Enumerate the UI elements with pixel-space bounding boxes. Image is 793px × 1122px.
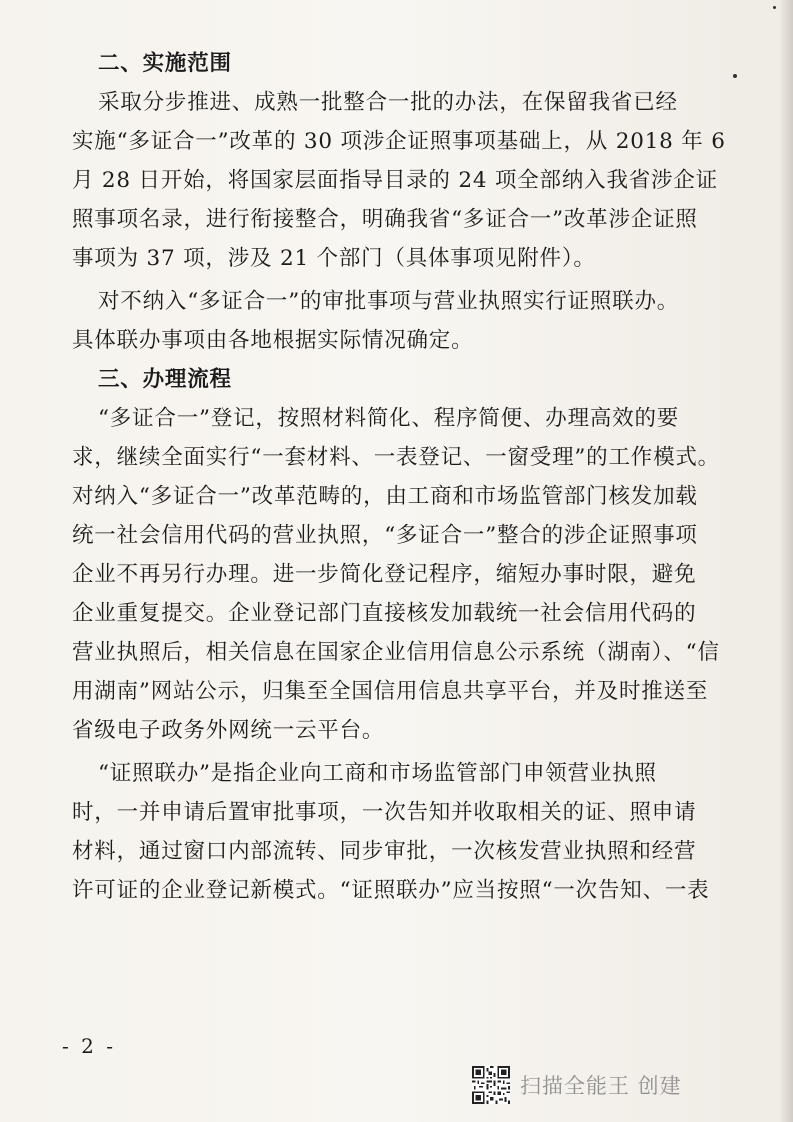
text-line: 企业不再另行办理。进一步简化登记程序，缩短办事时限，避免 (72, 562, 697, 587)
text-line: “证照联办”是指企业向工商和市场监管部门申领营业执照 (98, 761, 657, 786)
paragraph (72, 399, 752, 750)
text-line: 采取分步推进、成熟一批整合一批的办法，在保留我省已经 (98, 90, 678, 115)
text-line: 具体联办事项由各地根据实际情况确定。 (72, 328, 474, 353)
text-line: “多证合一”登记，按照材料简化、程序简便、办理高效的要 (98, 406, 680, 431)
text-line: 用湖南”网站公示，归集至全国信用信息共享平台，并及时推送至 (72, 679, 709, 704)
section-heading: 三、办理流程 (98, 367, 232, 392)
paragraph (72, 83, 752, 278)
text-line: 统一社会信用代码的营业执照，“多证合一”整合的涉企证照事项 (72, 523, 698, 548)
section-heading: 二、实施范围 (98, 51, 232, 76)
watermark-label: 扫描全能王 创建 (520, 1074, 682, 1098)
scan-speck (773, 6, 776, 9)
text-line: 实施“多证合一”改革的 30 项涉企证照事项基础上，从 2018 年 6 (72, 129, 726, 154)
text-line: 对纳入“多证合一”改革范畴的，由工商和市场监管部门核发加载 (72, 484, 698, 509)
text-line: 事项为 37 项，涉及 21 个部门（具体事项见附件）。 (72, 246, 596, 271)
page-edge-shadow (779, 0, 793, 1122)
qr-code-icon (472, 1066, 510, 1104)
scanner-watermark (472, 1064, 722, 1106)
page-number: - 2 - (62, 1034, 116, 1058)
text-line: 照事项名录，进行衔接整合，明确我省“多证合一”改革涉企证照 (72, 207, 698, 232)
text-line: 企业重复提交。企业登记部门直接核发加载统一社会信用代码的 (72, 601, 697, 626)
text-line: 时，一并申请后置审批事项，一次告知并收取相关的证、照申请 (72, 800, 697, 825)
paragraph (72, 282, 752, 360)
text-line: 材料，通过窗口内部流转、同步审批，一次核发营业执照和经营 (72, 839, 697, 864)
text-line: 月 28 日开始，将国家层面指导目录的 24 项全部纳入我省涉企证 (72, 168, 718, 193)
text-line: 营业执照后，相关信息在国家企业信用信息公示系统（湖南）、“信 (72, 640, 720, 665)
paragraph (72, 754, 752, 910)
text-line: 省级电子政务外网统一云平台。 (72, 718, 385, 743)
text-line: 求，继续全面实行“一套材料、一表登记、一窗受理”的工作模式。 (72, 445, 720, 470)
document-body (72, 44, 752, 910)
text-line: 许可证的企业登记新模式。“证照联办”应当按照“一次告知、一表 (72, 878, 710, 903)
text-line: 对不纳入“多证合一”的审批事项与营业执照实行证照联办。 (98, 289, 680, 314)
